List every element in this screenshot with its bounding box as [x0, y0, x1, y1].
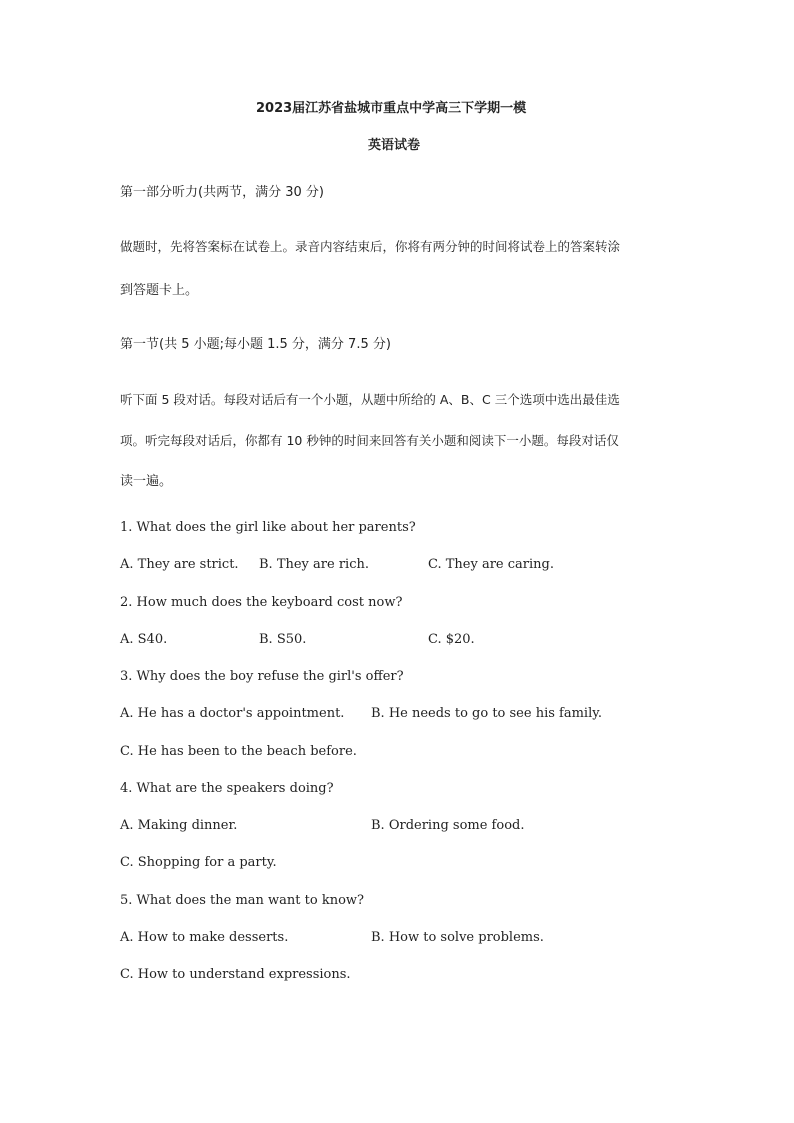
- question-1-option-b: B. They are rich.: [259, 557, 369, 572]
- question-4-option-b: B. Ordering some food.: [371, 818, 525, 833]
- question-3-option-c: C. He has been to the beach before.: [120, 744, 357, 759]
- question-1-option-c: C. They are caring.: [428, 557, 554, 572]
- question-4-option-a: A. Making dinner.: [120, 818, 238, 833]
- question-3-option-b: B. He needs to go to see his family.: [371, 706, 602, 721]
- question-4-option-c: C. Shopping for a party.: [120, 855, 277, 870]
- question-2-stem: 2. How much does the keyboard cost now?: [120, 595, 403, 610]
- question-4-stem: 4. What are the speakers doing?: [120, 781, 334, 796]
- question-1-stem: 1. What does the girl like about her parents?: [120, 520, 416, 535]
- question-2-option-c: C. $20.: [428, 632, 475, 647]
- question-5-stem: 5. What does the man want to know?: [120, 893, 364, 908]
- section1-desc-line2: 项。听完每段对话后，你都有 10 秒钟的时间来回答有关小题和阅读下一小题。每段对话仅: [120, 433, 619, 448]
- part1-heading: 第一部分听力(共两节，满分 30 分): [120, 185, 324, 200]
- question-3-option-a: A. He has a doctor's appointment.: [120, 706, 345, 721]
- exam-subtitle: 英语试卷: [368, 138, 421, 153]
- section1-desc-line1: 听下面 5 段对话。每段对话后有一个小题，从题中所给的 A、B、C 三个选项中选出最佳选: [120, 392, 620, 407]
- exam-title: 2023届江苏省盐城市重点中学高三下学期一模: [256, 101, 527, 116]
- question-2-option-a: A. S40.: [120, 632, 168, 647]
- question-2-option-b: B. S50.: [259, 632, 307, 647]
- question-5-option-a: A. How to make desserts.: [120, 930, 289, 945]
- question-5-option-c: C. How to understand expressions.: [120, 967, 351, 982]
- question-1-option-a: A. They are strict.: [120, 557, 239, 572]
- question-3-stem: 3. Why does the boy refuse the girl's offer?: [120, 669, 404, 684]
- section1-desc-line3: 读一遍。: [120, 474, 173, 489]
- part1-instructions-line1: 做题时，先将答案标在试卷上。录音内容结束后，你将有两分钟的时间将试卷上的答案转涂: [120, 239, 621, 254]
- part1-instructions-line2: 到答题卡上。: [120, 283, 199, 298]
- question-5-option-b: B. How to solve problems.: [371, 930, 544, 945]
- section1-heading: 第一节(共 5 小题;每小题 1.5 分，满分 7.5 分): [120, 337, 391, 352]
